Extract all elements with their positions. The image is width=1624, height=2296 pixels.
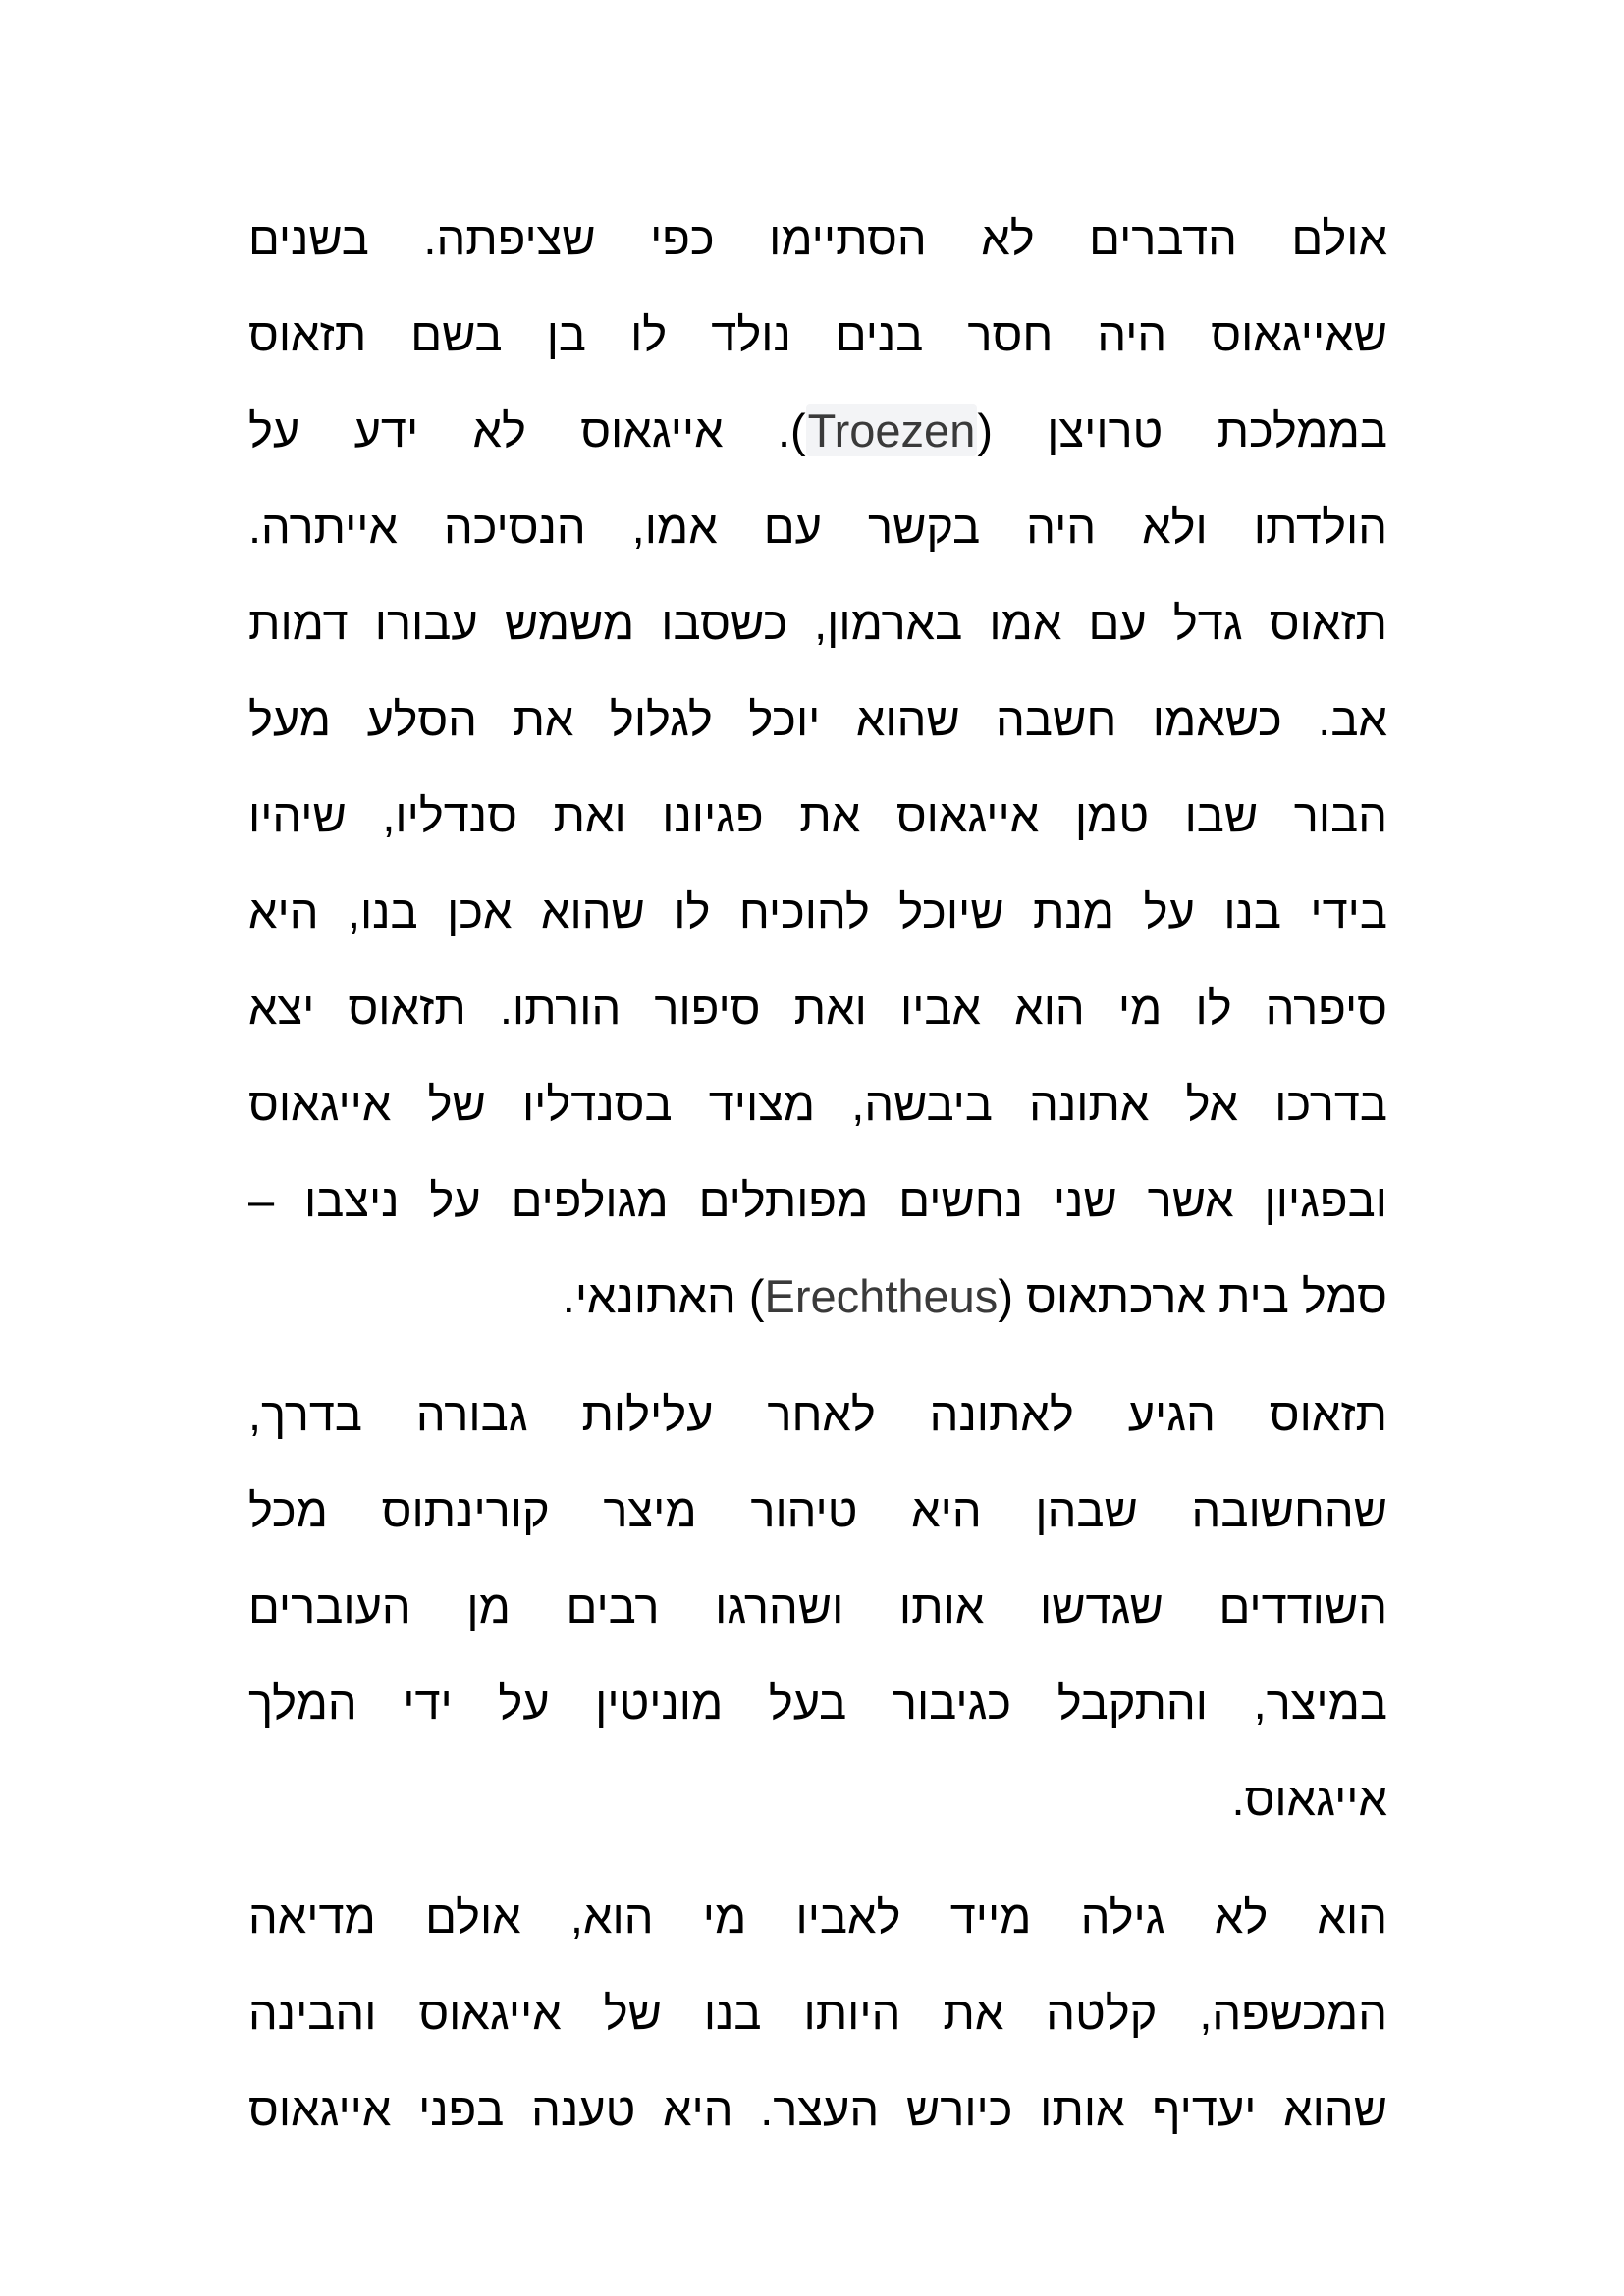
text-fragment: ) האתונאי. xyxy=(562,1270,765,1322)
latin-term-troezen: Troezen xyxy=(807,404,976,456)
text-line: אייגאוס. xyxy=(1231,1773,1387,1825)
text-line: הולדתו ולא היה בקשר עם אמו, הנסיכה אייתרה. xyxy=(248,501,1387,553)
text-line: סיפרה לו מי הוא אביו ואת סיפור הורתו. תזאוס יצא xyxy=(248,982,1387,1034)
text-line: המכשפה, קלטה את היותו בנו של אייגאוס והבינה xyxy=(248,1987,1387,2039)
paragraph-1 xyxy=(248,190,1387,1345)
text-line: אב. כשאמו חשבה שהוא יוכל לגלול את הסלע מעל xyxy=(248,693,1387,745)
latin-term-erechtheus: Erechtheus xyxy=(764,1270,999,1322)
paragraph-2 xyxy=(248,1366,1387,1847)
text-line: ובפגיון אשר שני נחשים מפותלים מגולפים על ניצבו – xyxy=(248,1174,1387,1226)
text-line xyxy=(248,383,1387,479)
text-line: בידי בנו על מנת שיוכל להוכיח לו שהוא אכן בנו, היא xyxy=(248,885,1387,937)
text-line xyxy=(248,1249,1387,1345)
text-line: שהחשובה שבהן היא טיהור מיצר קורינתוס מכל xyxy=(248,1484,1387,1536)
text-line: תזאוס הגיע לאתונה לאחר עלילות גבורה בדרך, xyxy=(248,1388,1387,1440)
text-line: אולם הדברים לא הסתיימו כפי שציפתה. בשנים xyxy=(248,212,1387,264)
text-line: בדרכו אל אתונה ביבשה, מצויד בסנדליו של אייגאוס xyxy=(248,1078,1387,1130)
text-line: תזאוס גדל עם אמו בארמון, כשסבו משמש עבורו דמות xyxy=(248,597,1387,649)
text-line: שאייגאוס היה חסר בנים נולד לו בן בשם תזאוס xyxy=(248,308,1387,360)
text-line: שהוא יעדיף אותו כיורש העצר. היא טענה בפני אייגאוס xyxy=(248,2083,1387,2135)
paragraph-3 xyxy=(248,1869,1387,2158)
article-body xyxy=(248,190,1387,2179)
text-fragment: סמל בית ארכתאוס ( xyxy=(998,1270,1387,1322)
text-line: הוא לא גילה מייד לאביו מי הוא, אולם מדיאה xyxy=(248,1891,1387,1943)
text-fragment: ). אייגאוס לא ידע על xyxy=(248,404,806,456)
text-line: השודדים שגדשו אותו ושהרגו רבים מן העוברים xyxy=(248,1580,1387,1632)
text-line: הבור שבו טמן אייגאוס את פגיונו ואת סנדליו, שיהיו xyxy=(248,789,1387,841)
text-line: במיצר, והתקבל כגיבור בעל מוניטין על ידי המלך xyxy=(248,1677,1387,1729)
text-fragment: בממלכת טרויצן ( xyxy=(977,404,1387,456)
